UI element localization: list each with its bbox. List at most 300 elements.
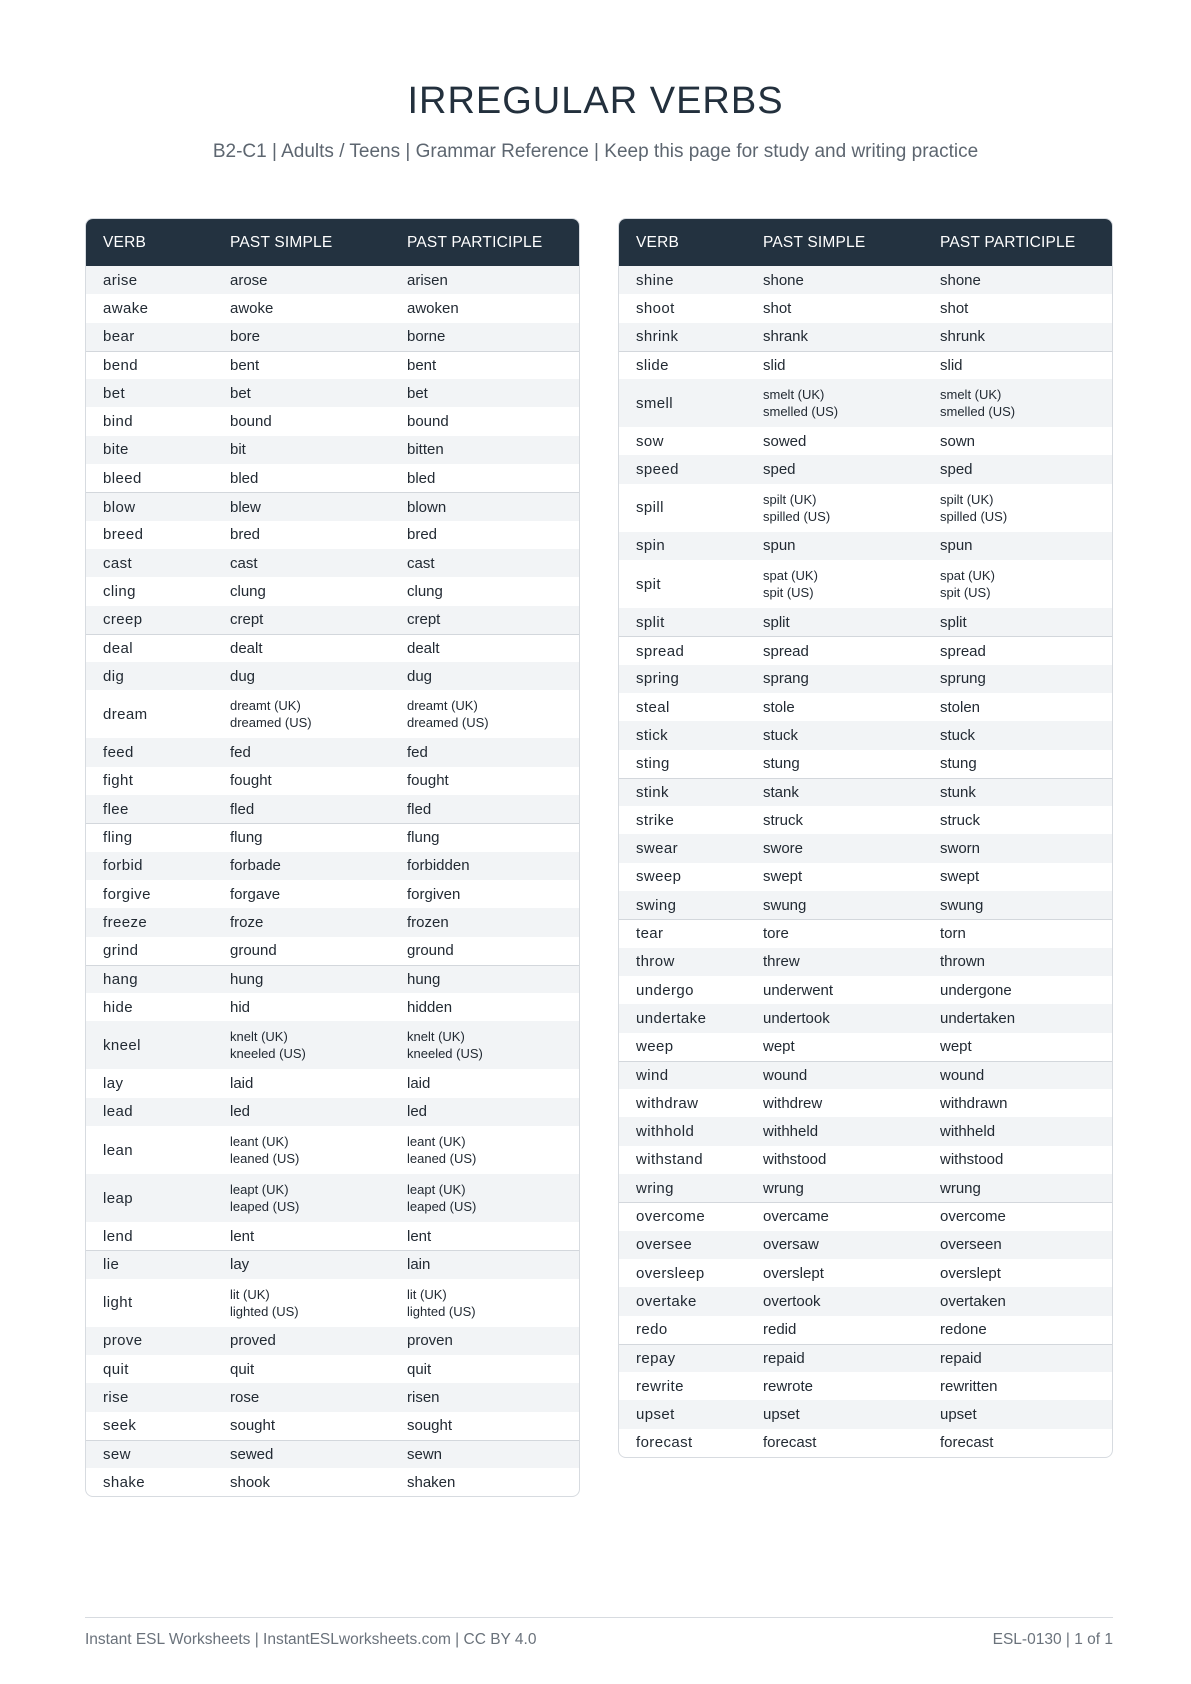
- table-header: [619, 219, 1112, 266]
- verb-cell: smell: [636, 394, 674, 412]
- form-text: upset: [940, 1406, 977, 1424]
- form-text: swept: [940, 868, 980, 886]
- form-text: leaped (US): [230, 1199, 300, 1215]
- past-participle-cell: [407, 993, 452, 1021]
- table-row: [86, 1440, 579, 1468]
- table-row: [86, 351, 579, 379]
- past-participle-cell: [940, 976, 1012, 1004]
- table-row: [619, 1033, 1112, 1061]
- form-text: redone: [940, 1321, 987, 1339]
- verb-cell: spread: [636, 642, 685, 660]
- verb-cell: bind: [103, 413, 133, 431]
- past-simple-cell: [230, 795, 254, 823]
- form-text: forbade: [230, 857, 281, 875]
- past-participle-cell: [407, 323, 445, 351]
- past-participle-cell: [940, 1400, 977, 1428]
- form-text: hung: [230, 970, 264, 988]
- form-text: quit: [230, 1360, 255, 1378]
- form-text: sped: [940, 461, 973, 479]
- past-participle-cell: [407, 738, 428, 766]
- form-text: fed: [407, 744, 428, 762]
- past-simple-cell: [230, 407, 272, 435]
- verb-cell: spill: [636, 499, 664, 517]
- form-text: shot: [763, 299, 792, 317]
- verb-cell: dream: [103, 705, 148, 723]
- form-text: spilt (UK): [763, 491, 817, 507]
- table-row: [86, 908, 579, 936]
- form-text: sowed: [763, 432, 807, 450]
- table-row: [86, 549, 579, 577]
- table-row: [619, 608, 1112, 636]
- form-text: rose: [230, 1388, 260, 1406]
- past-participle-cell: [407, 1355, 431, 1383]
- past-participle-cell: [940, 863, 979, 891]
- table-row: [86, 464, 579, 492]
- past-participle-cell: [940, 834, 980, 862]
- form-text: split: [763, 613, 790, 631]
- table-row: [86, 407, 579, 435]
- past-participle-cell: [407, 1126, 476, 1174]
- form-text: stank: [763, 784, 799, 801]
- verb-cell: withdraw: [636, 1094, 699, 1112]
- table-row: [86, 993, 579, 1021]
- past-simple-cell: [763, 484, 830, 532]
- past-participle-cell: [407, 1021, 483, 1069]
- form-text: lighted (US): [407, 1303, 476, 1319]
- form-text: bound: [407, 413, 449, 431]
- past-simple-cell: [230, 1441, 273, 1468]
- past-simple-cell: [230, 852, 281, 880]
- table-row: [86, 662, 579, 690]
- verb-cell: undergo: [636, 981, 694, 999]
- form-text: spread: [763, 642, 809, 660]
- table-row: [86, 266, 579, 294]
- form-text: bred: [230, 526, 261, 544]
- form-text: spilt (UK): [940, 491, 994, 507]
- past-participle-cell: [407, 1383, 440, 1411]
- past-participle-cell: [407, 521, 437, 549]
- table-row: [86, 1021, 579, 1069]
- form-text: laid: [407, 1075, 431, 1093]
- form-text: fed: [230, 744, 251, 762]
- form-text: risen: [407, 1388, 440, 1406]
- table-row: [86, 1355, 579, 1383]
- past-participle-cell: [940, 1316, 987, 1344]
- table-row: [619, 1344, 1112, 1372]
- table-row: [619, 560, 1112, 608]
- verb-cell: overtake: [636, 1292, 697, 1310]
- verb-cell: cast: [103, 554, 133, 572]
- form-text: leant (UK): [230, 1134, 289, 1150]
- form-text: sprung: [940, 670, 986, 688]
- form-text: swung: [763, 896, 807, 914]
- table-row: [619, 427, 1112, 455]
- column-header-past-participle: PAST PARTICIPLE: [407, 233, 543, 251]
- past-simple-cell: [763, 427, 806, 455]
- verb-cell: hide: [103, 998, 133, 1016]
- verb-cell: spit: [636, 575, 661, 593]
- form-text: stolen: [940, 698, 981, 716]
- verb-cell: wring: [636, 1179, 674, 1197]
- form-text: thrown: [940, 953, 986, 971]
- verb-cell: dig: [103, 667, 125, 685]
- past-simple-cell: [230, 635, 263, 662]
- past-participle-cell: [940, 920, 966, 947]
- past-participle-cell: [407, 880, 460, 908]
- past-simple-cell: [763, 1287, 821, 1315]
- form-text: forbidden: [407, 857, 470, 875]
- past-participle-cell: [407, 266, 448, 294]
- form-text: withheld: [763, 1123, 819, 1141]
- form-text: tore: [763, 925, 789, 943]
- form-text: shrunk: [940, 328, 986, 346]
- verb-cell: lead: [103, 1103, 133, 1121]
- form-text: lent: [230, 1227, 255, 1245]
- table-row: [86, 1098, 579, 1126]
- table-row: [86, 1412, 579, 1440]
- form-text: oversaw: [763, 1236, 819, 1254]
- table-row: [619, 948, 1112, 976]
- past-simple-cell: [763, 1259, 824, 1287]
- past-participle-cell: [407, 464, 435, 492]
- verb-cell: repay: [636, 1349, 676, 1367]
- form-text: proven: [407, 1332, 453, 1350]
- verb-cell: lean: [103, 1141, 133, 1159]
- past-simple-cell: [230, 1222, 254, 1250]
- form-text: clung: [407, 582, 443, 600]
- verb-cell: shake: [103, 1473, 146, 1491]
- verb-cell: kneel: [103, 1036, 141, 1054]
- past-participle-cell: [940, 1146, 1003, 1174]
- table-row: [86, 1222, 579, 1250]
- form-text: laid: [230, 1075, 254, 1093]
- table-row: [86, 294, 579, 322]
- table-row: [86, 823, 579, 851]
- verb-cell: swear: [636, 840, 679, 858]
- column-header-past-simple: PAST SIMPLE: [763, 233, 866, 251]
- verb-cell: steal: [636, 698, 670, 716]
- past-simple-cell: [763, 834, 803, 862]
- form-text: spun: [763, 537, 796, 555]
- past-participle-cell: [407, 662, 432, 690]
- past-participle-cell: [940, 1345, 982, 1372]
- form-text: smelled (US): [763, 404, 839, 420]
- verb-cell: feed: [103, 744, 134, 762]
- form-text: swung: [940, 896, 984, 914]
- table-row: [619, 806, 1112, 834]
- past-participle-cell: [940, 721, 975, 749]
- past-simple-cell: [763, 560, 818, 608]
- form-text: upset: [763, 1406, 800, 1424]
- table-row: [619, 1004, 1112, 1032]
- past-simple-cell: [763, 1345, 805, 1372]
- page-subtitle: B2-C1 | Adults / Teens | Grammar Reference | Keep this page for study and writing practice: [212, 141, 979, 162]
- form-text: overtaken: [940, 1292, 1006, 1310]
- past-simple-cell: [763, 779, 799, 806]
- table-row: [86, 1174, 579, 1222]
- table-row: [619, 266, 1112, 294]
- verb-cell: undertake: [636, 1009, 707, 1027]
- past-simple-cell: [230, 521, 260, 549]
- past-simple-cell: [230, 1279, 299, 1327]
- past-participle-cell: [940, 379, 1015, 427]
- past-participle-cell: [940, 1259, 1001, 1287]
- page-title: IRREGULAR VERBS: [407, 80, 784, 122]
- form-text: blew: [230, 498, 261, 516]
- table-row: [619, 1061, 1112, 1089]
- form-text: bled: [407, 469, 436, 487]
- form-text: sewn: [407, 1445, 443, 1463]
- past-simple-cell: [230, 1327, 276, 1355]
- form-text: dug: [230, 667, 256, 685]
- form-text: dreamt (UK): [407, 698, 478, 714]
- form-text: bred: [407, 526, 438, 544]
- form-text: dug: [407, 667, 433, 685]
- verb-cell: bend: [103, 357, 138, 375]
- past-simple-cell: [230, 549, 258, 577]
- table-row: [619, 976, 1112, 1004]
- past-simple-cell: [763, 352, 786, 379]
- form-text: wrung: [940, 1179, 981, 1197]
- table-row: [619, 919, 1112, 947]
- form-text: arisen: [407, 271, 448, 289]
- table-row: [86, 767, 579, 795]
- form-text: withdrawn: [940, 1094, 1008, 1112]
- past-simple-cell: [763, 1400, 800, 1428]
- past-participle-cell: [940, 352, 963, 379]
- form-text: withheld: [940, 1123, 996, 1141]
- past-simple-cell: [763, 323, 808, 351]
- past-participle-cell: [407, 1251, 430, 1278]
- form-text: smelt (UK): [940, 387, 1002, 403]
- form-text: stung: [940, 755, 977, 773]
- form-text: smelt (UK): [763, 387, 825, 403]
- past-participle-cell: [407, 493, 446, 520]
- past-simple-cell: [763, 1033, 795, 1061]
- past-simple-cell: [763, 721, 798, 749]
- past-simple-cell: [230, 1174, 299, 1222]
- table-header: [86, 219, 579, 266]
- past-simple-cell: [763, 806, 803, 834]
- verb-cell: shoot: [636, 299, 675, 317]
- verb-cell: swing: [636, 896, 677, 914]
- past-simple-cell: [763, 1203, 829, 1230]
- table-row: [86, 521, 579, 549]
- table-row: [86, 492, 579, 520]
- past-simple-cell: [763, 379, 838, 427]
- past-participle-cell: [407, 1468, 455, 1496]
- table-row: [619, 1231, 1112, 1259]
- form-text: bitten: [407, 441, 444, 459]
- form-text: clung: [230, 582, 266, 600]
- past-simple-cell: [763, 1146, 826, 1174]
- form-text: blown: [407, 498, 447, 516]
- verb-cell: weep: [636, 1038, 674, 1056]
- past-participle-cell: [407, 577, 443, 605]
- past-participle-cell: [407, 635, 440, 662]
- form-text: bent: [407, 357, 437, 375]
- past-simple-cell: [763, 1316, 796, 1344]
- table-row: [619, 1089, 1112, 1117]
- form-text: stole: [763, 698, 795, 716]
- form-text: repaid: [940, 1349, 982, 1367]
- form-text: lit (UK): [407, 1286, 447, 1302]
- past-participle-cell: [940, 948, 985, 976]
- verb-table-right: [618, 218, 1113, 1458]
- form-text: lighted (US): [230, 1303, 299, 1319]
- past-participle-cell: [407, 795, 431, 823]
- past-participle-cell: [407, 1327, 453, 1355]
- verb-cell: prove: [103, 1332, 143, 1350]
- form-text: hid: [230, 998, 251, 1016]
- past-simple-cell: [763, 294, 791, 322]
- verb-cell: forecast: [636, 1434, 693, 1452]
- past-participle-cell: [940, 1372, 998, 1400]
- form-text: ground: [407, 942, 454, 960]
- past-participle-cell: [407, 937, 454, 965]
- verb-cell: throw: [636, 953, 675, 971]
- past-participle-cell: [940, 532, 973, 560]
- form-text: overtook: [763, 1292, 821, 1310]
- verb-table-left: [85, 218, 580, 1497]
- form-text: leapt (UK): [230, 1182, 289, 1198]
- past-simple-cell: [230, 436, 246, 464]
- past-simple-cell: [230, 323, 260, 351]
- form-text: frozen: [407, 913, 449, 931]
- verb-cell: grind: [103, 942, 139, 960]
- form-text: overcame: [763, 1208, 829, 1226]
- table-row: [86, 795, 579, 823]
- table-row: [619, 665, 1112, 693]
- past-simple-cell: [230, 767, 272, 795]
- form-text: swore: [763, 840, 804, 858]
- past-participle-cell: [940, 1089, 1008, 1117]
- past-simple-cell: [230, 966, 263, 993]
- past-participle-cell: [940, 484, 1007, 532]
- form-text: torn: [940, 925, 966, 943]
- table-row: [86, 965, 579, 993]
- column-header-verb: VERB: [636, 233, 680, 251]
- form-text: stung: [763, 755, 800, 773]
- form-text: withstood: [940, 1151, 1004, 1169]
- table-row: [86, 852, 579, 880]
- past-simple-cell: [230, 824, 263, 851]
- verb-cell: withhold: [636, 1123, 695, 1141]
- past-participle-cell: [940, 266, 981, 294]
- verb-cell: breed: [103, 526, 144, 544]
- form-text: quit: [407, 1360, 432, 1378]
- past-simple-cell: [230, 577, 266, 605]
- past-participle-cell: [407, 1222, 431, 1250]
- past-simple-cell: [230, 1383, 259, 1411]
- past-simple-cell: [763, 455, 796, 483]
- form-text: ground: [230, 942, 277, 960]
- table-row: [619, 863, 1112, 891]
- form-text: crept: [230, 611, 264, 629]
- form-text: dreamed (US): [407, 715, 489, 731]
- past-participle-cell: [940, 1004, 1015, 1032]
- past-simple-cell: [763, 637, 809, 664]
- table-row: [619, 1174, 1112, 1202]
- form-text: spit (US): [940, 585, 991, 601]
- table-row: [86, 577, 579, 605]
- table-row: [619, 1259, 1112, 1287]
- table-row: [86, 323, 579, 351]
- verb-cell: freeze: [103, 913, 148, 931]
- verb-cell: lend: [103, 1227, 133, 1245]
- form-text: forecast: [763, 1434, 817, 1452]
- past-simple-cell: [230, 352, 259, 379]
- form-text: slid: [940, 357, 963, 375]
- past-simple-cell: [763, 1062, 807, 1089]
- verb-cell: awake: [103, 299, 149, 317]
- table-row: [619, 1400, 1112, 1428]
- table-row: [86, 1069, 579, 1097]
- table-row: [619, 1117, 1112, 1145]
- footer-page-id: ESL-0130 | 1 of 1: [992, 1631, 1113, 1648]
- past-participle-cell: [407, 1174, 476, 1222]
- form-text: bound: [230, 413, 272, 431]
- form-text: cast: [407, 554, 435, 572]
- past-simple-cell: [230, 1098, 250, 1126]
- form-text: dealt: [230, 640, 263, 657]
- past-participle-cell: [940, 1117, 995, 1145]
- table-row: [86, 937, 579, 965]
- form-text: forgiven: [407, 885, 461, 903]
- past-participle-cell: [940, 560, 995, 608]
- verb-cell: fight: [103, 772, 134, 790]
- form-text: dreamed (US): [230, 715, 312, 731]
- past-simple-cell: [763, 750, 800, 778]
- past-participle-cell: [407, 294, 459, 322]
- form-text: shot: [940, 299, 969, 317]
- table-row: [86, 1468, 579, 1496]
- form-text: bent: [230, 357, 260, 375]
- past-simple-cell: [230, 908, 263, 936]
- past-simple-cell: [230, 937, 277, 965]
- past-participle-cell: [407, 1069, 430, 1097]
- verb-cell: seek: [103, 1417, 137, 1435]
- table-row: [619, 1202, 1112, 1230]
- form-text: lit (UK): [230, 1286, 270, 1302]
- form-text: underwent: [763, 981, 834, 999]
- table-row: [86, 1250, 579, 1278]
- verb-cell: flee: [103, 800, 129, 818]
- verb-cell: light: [103, 1294, 133, 1312]
- past-participle-cell: [407, 1279, 476, 1327]
- verb-cell: sew: [103, 1445, 131, 1463]
- past-participle-cell: [407, 1098, 427, 1126]
- table-row: [619, 532, 1112, 560]
- past-simple-cell: [230, 379, 251, 407]
- past-participle-cell: [940, 1174, 981, 1202]
- form-text: knelt (UK): [230, 1029, 288, 1045]
- past-participle-cell: [940, 750, 977, 778]
- form-text: threw: [763, 953, 800, 971]
- table-body: [619, 266, 1112, 1457]
- table-row: [86, 880, 579, 908]
- form-text: lay: [230, 1256, 250, 1274]
- verb-cell: oversleep: [636, 1264, 705, 1282]
- verb-cell: cling: [103, 582, 136, 600]
- past-simple-cell: [763, 863, 802, 891]
- table-row: [619, 1372, 1112, 1400]
- form-text: kneeled (US): [230, 1046, 306, 1062]
- form-text: crept: [407, 611, 441, 629]
- table-row: [619, 294, 1112, 322]
- past-simple-cell: [763, 532, 796, 560]
- past-simple-cell: [230, 493, 261, 520]
